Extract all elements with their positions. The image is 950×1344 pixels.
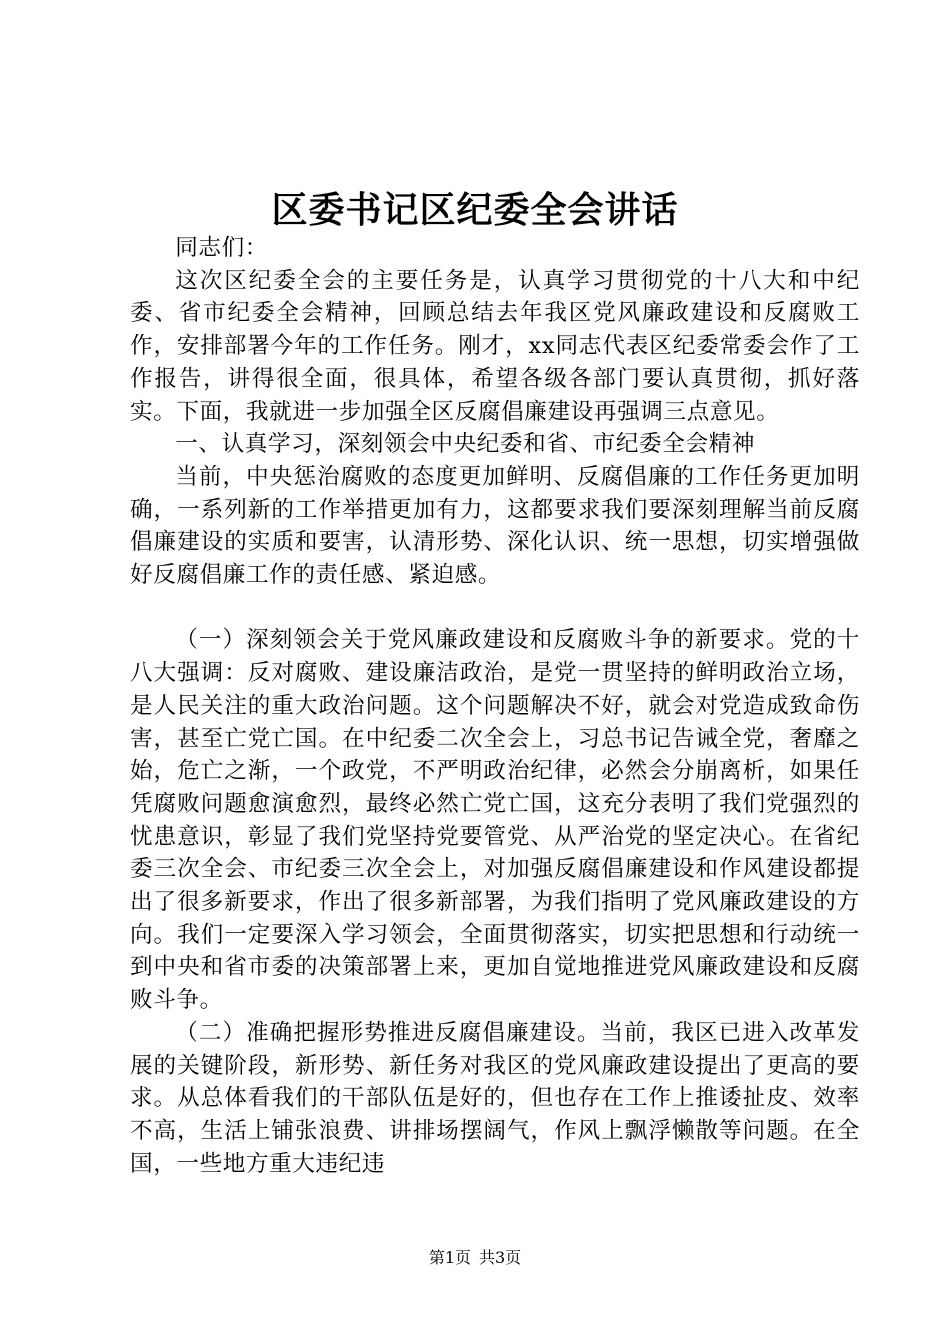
- paragraph-intro: 这次区纪委全会的主要任务是，认真学习贯彻党的十八大和中纪委、省市纪委全会精神，回顾总结去年我区党风廉政建设和反腐败工作，安排部署今年的工作任务。刚才，xx同志代表区纪委常委会作了工作报告，讲得很全面，很具体，希望各级各部门要认真贯彻，抓好落实。下面，我就进一步加强全区反腐倡廉建设再强调三点意见。: [130, 267, 860, 425]
- paragraph-point-2: （二）准确把握形势推进反腐倡廉建设。当前，我区已进入改革发展的关键阶段，新形势、新任务对我区的党风廉政建设提出了更高的要求。从总体看我们的干部队伍是好的，但也存在工作上推诿扯皮、效率不高，生活上铺张浪费、讲排场摆阔气，作风上飘浮懒散等问题。在全国，一些地方重大违纪违: [130, 1019, 860, 1177]
- section-heading-1: 一、认真学习，深刻领会中央纪委和省、市纪委全会精神: [175, 431, 756, 458]
- document-body: [130, 232, 860, 1180]
- page-number: 第1页: [428, 1248, 471, 1267]
- paragraph-point-1: （一）深刻领会关于党风廉政建设和反腐败斗争的新要求。党的十八大强调：反对腐败、建设廉洁政治，是党一贯坚持的鲜明政治立场，是人民关注的重大政治问题。这个问题解决不好，就会对党造成致命伤害，甚至亡党亡国。在中纪委二次全会上，习总书记告诫全党，奢靡之始，危亡之渐，一个政党，不严明政治纪律，必然会分崩离析，如果任凭腐败问题愈演愈烈，最终必然亡党亡国，这充分表明了我们党强烈的忧患意识，彰显了我们党坚持党要管党、从严治党的坚定决心。在省纪委三次全会、市纪委三次全会上，对加强反腐倡廉建设和作风建设都提出了很多新要求，作出了很多新部署，为我们指明了党风廉政建设的方向。我们一定要深入学习领会，全面贯彻落实，切实把思想和行动统一到中央和省市委的决策部署上来，更加自觉地推进党风廉政建设和反腐败斗争。: [130, 627, 860, 1014]
- salutation: 同志们：: [175, 235, 268, 261]
- page-total: 共3页: [479, 1248, 522, 1267]
- page-footer: [0, 1248, 950, 1268]
- document-title: 区委书记区纪委全会讲话: [271, 189, 679, 231]
- paragraph-context: 当前，中央惩治腐败的态度更加鲜明、反腐倡廉的工作任务更加明确，一系列新的工作举措更加有力，这都要求我们要深刻理解当前反腐倡廉建设的实质和要害，认清形势、深化认识、统一思想，切实增强做好反腐倡廉工作的责任感、紧迫感。: [130, 463, 860, 589]
